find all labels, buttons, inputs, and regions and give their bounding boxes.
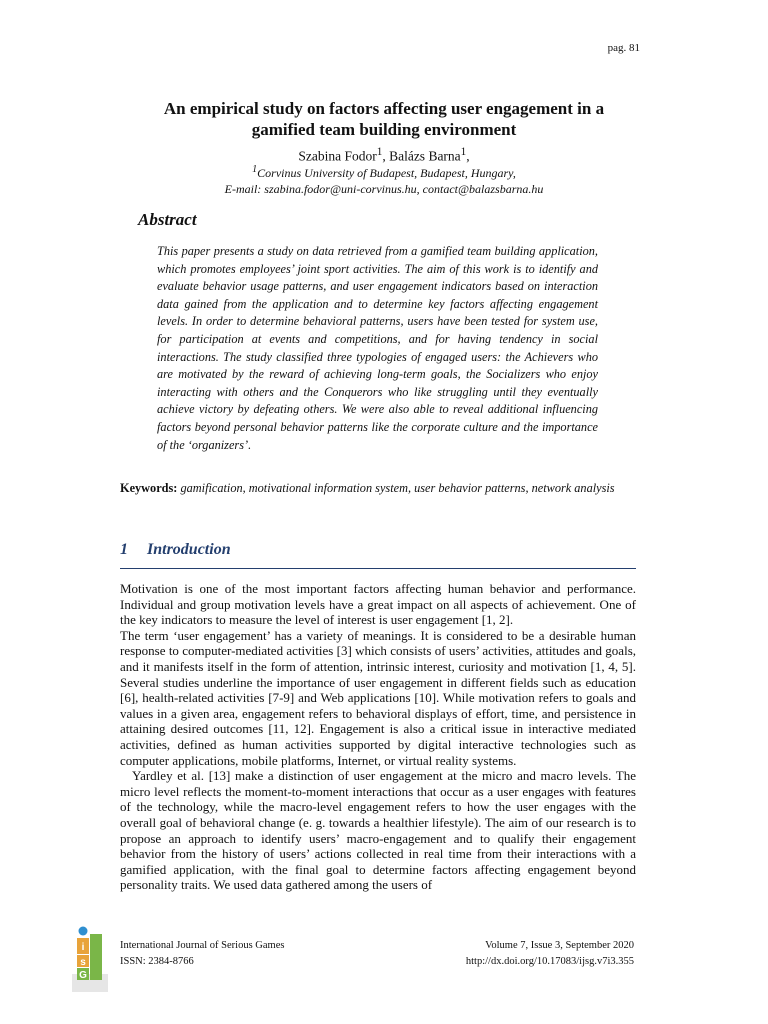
section-body bbox=[120, 581, 636, 893]
footer-right bbox=[466, 938, 634, 970]
keywords bbox=[120, 480, 635, 497]
paper-title bbox=[100, 98, 668, 140]
author-name: Szabina Fodor bbox=[298, 148, 377, 164]
paragraph: The term ‘user engagement’ has a variety of meanings. It is considered to be a desirable human response to computer-mediated activities [3] which consists of users’ activities, attitudes and goals, and it manifests itself in the form of attention, intrinsic interest, curiosity and motivation [1, 4, 5]. Several studies underline the importance of user engagement in different fields such as education [6], health-related activities [7-9] and Web applications [10]. While motivation refers to goals and values in a given area, engagement refers to behavioral displays of effort, time, and persistence in attaining desired outcomes [11, 12]. Engagement is also a critical issue in interactive mediated activities, defined as human activities supported by digital interactive technologies such as computer applications, mobile platforms, Internet, or virtual reality systems. bbox=[120, 627, 636, 768]
affiliation-text: Corvinus University of Budapest, Budapest, Hungary, bbox=[257, 166, 516, 180]
abstract-text: This paper presents a study on data retrieved from a gamified team building application, which promotes employees’ joint sport activities. The aim of this work is to identify and evaluate behavior usage patterns, and user engagement indicators based on interaction data gained from the application and to determine key factors affecting engagement levels. In order to determine behavioral patterns, users have been tested for system use, for participation at events and competitions, and for having tendency in social interactions. The study classified three typologies of engaged users: the Achievers who are motivated by the reward of achieving long-term goals, the Socializers who enjoy interacting with others and the Conquerors who like struggling until they eventually achieve victory by defeating others. We were also able to reveal additional influencing factors beyond personal behavior patterns like the corporate culture and the importance of the ‘organizers’. bbox=[157, 244, 598, 452]
footer-left bbox=[120, 938, 284, 970]
affiliation-block bbox=[100, 162, 668, 197]
journal-name: International Journal of Serious Games bbox=[120, 940, 285, 951]
paragraph: Yardley et al. [13] make a distinction of user engagement at the micro and macro levels. The micro level reflects the moment-to-moment interactions that occur as a user engages with features of the technology, while the macro-level engagement refers to how the user engages with the overall goal of behavioral change (e. g. towards a healthier lifestyle). The aim of our research is to propose an approach to identify users’ macro-engagement and to qualify their engagement behavior from the history of users’ actions collected in real time from their interactions with a gamified application, with the final goal to determine factors affecting engagement beyond personality traits. We used data gathered among the users of bbox=[120, 768, 636, 893]
volume-info: Volume 7, Issue 3, September 2020 bbox=[485, 940, 634, 951]
section-heading bbox=[120, 541, 231, 559]
abstract-heading: Abstract bbox=[138, 210, 197, 229]
keywords-text: gamification, motivational information system, user behavior patterns, network analysis bbox=[180, 481, 615, 495]
section-number: 1 bbox=[120, 541, 128, 558]
journal-logo bbox=[72, 926, 108, 992]
issn: ISSN: 2384-8766 bbox=[120, 956, 194, 967]
keywords-label: Keywords: bbox=[120, 481, 178, 495]
author-separator: , bbox=[382, 148, 390, 164]
page-number: pag. 81 bbox=[607, 42, 640, 54]
author-affiliation-mark: 1 bbox=[376, 146, 383, 158]
paragraph: Motivation is one of the most important factors affecting human behavior and performance. Individual and group motivation levels have a great impact on all aspects of achievement. One of the key indicators to measure the level of interest is user engagement [1, 2]. bbox=[120, 581, 636, 628]
logo-dot bbox=[79, 927, 88, 936]
doi-link[interactable]: http://dx.doi.org/10.17083/ijsg.v7i3.355 bbox=[465, 956, 634, 967]
author-end: , bbox=[466, 148, 470, 164]
title-line-2: gamified team building environment bbox=[251, 120, 517, 139]
author-name: Balázs Barna bbox=[389, 148, 461, 164]
author-affiliation-mark: 1 bbox=[460, 146, 467, 158]
affiliation-mark: 1 bbox=[252, 164, 258, 175]
section-divider bbox=[120, 568, 636, 569]
logo-bar-green bbox=[90, 934, 102, 980]
logo-letter: G bbox=[79, 970, 87, 981]
author-emails: E-mail: szabina.fodor@uni-corvinus.hu, contact@balazsbarna.hu bbox=[224, 181, 544, 196]
title-line-1: An empirical study on factors affecting user engagement in a bbox=[163, 99, 605, 118]
affiliation bbox=[100, 162, 668, 182]
logo-letter: s bbox=[80, 957, 86, 968]
section-title: Introduction bbox=[147, 541, 231, 558]
logo-letter: i bbox=[81, 942, 85, 953]
